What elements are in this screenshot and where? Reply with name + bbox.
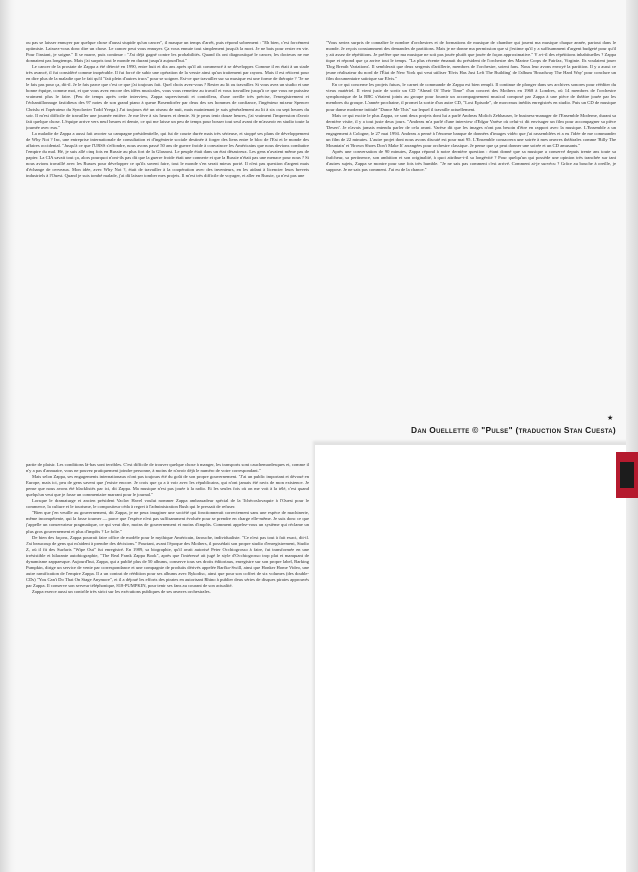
article-paragraph: Zappa exerce aussi un contrôle très strict sur les exécutions publiques de ses œuvres orchestrales. [32,588,211,594]
article-column-left-top [26,40,309,412]
article-paragraph: "Vous seriez surpris de connaître le nombre d'orchestres et de formations de musique de chambre qui jouent ma musique chaque année, partout dans le monde. Je reçois constamment des demandes de partitions. Mais je ne donne ma permission que si j'estime qu'il y a suffisamment d'argent budgeté pour qu'il y ait assez de répétitions. Je préfère que ma musique ne soit pas jouée plutôt que jouée de façon approximative." Y a-t-il des répétitions inhabituelles ? Zappa tique et répond que ça arrive tout le temps. "La plus récente émanait du président de l'orchestre des Marine Corps de Fairfax, Virginie. Ils voulaient jouer 'Dog Breath Variations'. Il semblerait que deux sergents d'artillerie, membres de l'orchestre, soient fans. Nous leur avons envoyé la partition. Il y a aussi ce jeune réalisateur du nord de l'État de New York qui veut utiliser 'Elvis Has Just Left The Building' de l'album 'Broadway The Hard Way' pour conclure un film documentaire satirique sur Elvis." [326,40,616,82]
page-spine [0,0,16,872]
article-paragraph: ou pas se laisser ennuyer par quelque chose d'aussi stupide qu'un cancer", il masque un temps d'arrêt, puis répond sobrement : "Eh bien, c'est forcément optimiste. Laissez-vous donc dire un chose. Le cancer peut vous ennuyer. Ça vous ennuie tout simplement jusqu'à la mort. Je ne bats pour rester en vie. Pour l'instant, je soigne." Il se marre, puis continue : "J'ai déjà gagné contre les probabilités. Quand ils ont diagnostiqué le cancer, les docteurs ne me donnaient pas longtemps. Mais j'ai surpris tout le monde en durant jusqu'à aujourd'hui." [26,40,309,64]
article-paragraph: Lorsque le dramaturge et ancien président Vaclav Havel voulut nommer Zappa ambassadeur spécial de la Tchécoslovaquie à l'Ouest pour le commerce, la culture et le tourisme, le compositeur céda à regret à l'administration Bush qui le pressait de refuser. [26,498,309,510]
author-signature: Dan Ouellette © "Pulse" (traduction Stan Cuesta) [411,425,616,435]
torn-blank-area [315,445,638,872]
article-column-right-top [326,40,616,418]
next-page-corner [616,452,638,498]
article-paragraph: En ce qui concerne les projets futurs, le carnet de commande de Zappa est bien rempli. Il continue de plonger dans ses archives sonores pour rééditer du vieux matériel. Il vient juste de sortir un CD "Ahead Of Their Time" d'un concert des Mothers en 1968 à Londres, où 14 membres de l'orchestre symphonique de la BBC s'étaient joints au groupe pour fournir un accompagnement musical composé par Zappa à une pièce de théâtre jouée par les membres du groupe. L'année prochaine, il promet la sortie d'un autre CD, "Lost Episode", de morceaux inédits enregistrés en studio. Puis un CD de musique pour danse moderne intitulé "Dance Me This" sur lequel il travaille actuellement. [326,82,616,112]
article-paragraph: Le cancer de la prostate de Zappa a été détecté en 1990, entre huit et dix ans après qu'il ait commencé à se développer. Comme il en était à un stade très avancé, il fut considéré comme inopérable. Il fut forcé de subir une opération de la vessie ainsi qu'un traitement par rayons. Mais il est réticent pour en dire plus de la maladie que le fait qu'il "fait plein d'autres trucs" pour se soigner. Est-ce que travailler sur sa musique est une forme de thérapie ? "Je ne le fais pas pour ça, dit-il. Je le fais parce que c'est ce que j'ai toujours fait. Quel choix avez-vous ? Rester au lit ou travailler. Si vous avez un studio et une bonne équipe, comme moi, et que vous avez encore des idées musicales, vous vous remettez au travail et vous travaillez jusqu'à ce que vous ne puissiez vraiment plus le faire. (Peu de temps après cette interview, Zappa superviserait et contrôlera, d'une oreille très précise, l'enregistrement et l'échantillonnage fastidieux des 97 notes de son grand piano à queue Bosendorfer par deux des ses hommes de confiance, l'ingénieur mixeur Spencer Chrislu et l'opérateur du Synclavier Todd Yvega.) J'ai toujours été un oiseau de nuit, mais maintenant je suis généralement au lit à six ou sept heures du soir. Il m'est difficile de travailler une journée entière. Je me lève à six heures et demie. Si je peux tenir douze heures, j'ai vraiment l'impression d'avoir fait quelque chose. L'équipe arrive vers neuf heures et demie, ce qui me laisse un peu de temps pour bosser tout seul avant de m'asseoir en studio toute la journée avec eux." [26,64,309,130]
article-column-left-bottom [26,462,309,857]
page-edge-strip [626,0,638,872]
article-paragraph: "Bien que j'en veuille au gouvernement, dit Zappa, je ne peux imaginer une société qui fonctionnerait correctement sans une espèce de machinerie, même incompétente, qui la fasse tourner — parce que l'espèce n'est pas suffisamment évoluée pour se prendre en charge elle-même. Je suis donc ce que j'appelle un conservateur pragmatique, ce qui veut dire, moins de gouvernement et moins d'impôts. Comment appelez-vous un système qui réclame un plus gros gouvernement et plus d'impôts ? Le folie." [26,510,309,534]
article-paragraph: Après une conversation de 90 minutes, Zappa répond à notre dernière question : étant donné que sa musique a conservé depuis trente ans toute sa fraîcheur, sa pertinence, son ambition et son originalité, à quoi attribue-t-il sa longévité ? Pour quelqu'un qui possède une opinion très tranchée sur tant d'autres sujets, Zappa se montre pour une fois très humble. "Je ne sais pas comment c'est arrivé. Comment ai-je survécu ? Grâce au bouche à oreille, je suppose. Je ne sais pas comment. J'ai eu de la chance." [326,148,616,172]
article-paragraph: De bien des façons, Zappa pourrait faire office de modèle pour le mythique Américain, farouche, individualiste. "Ce n'est pas tout à fait exact, dit-il. J'ai beaucoup de gens qui m'aident à prendre des décisions." Pourtant, avant l'époque des Mothers, il possédait son propre studio d'enregistrement, Studio Z, où il fit des Surfaris "Wipe Out" fut enregistré. En 1989, sa biographie, qu'il avait autorisé Peter Occhiogrosso à faire, fut transformée en une irrésistible et hilarante autobiographie, "The Real Frank Zappa Book", après que l'intéressé ait jugé le style d'Occhiogrosso trop plat et manquant de dynamisme zappaesque. Aujourd'hui, Zappa, qui a publié plus de 50 albums, conserve tous ses droits éditoriaux, enregistre sur son propre label, Barking Pumpkin, dirige un service de vente par correspondance et une compagnie de produits dérivés appelée Barfko-Swill, ainsi que Honker Home Video, une autre ramification de l'empire Zappa. Il a un contrat de réédition pour ses albums avec Rykodisc, ainsi que pour son coffret de six volumes (des double-CDs) "You Can't Do That On Stage Anymore", et il a déjoué les efforts des pirates en autorisant Rhino à publier deux séries de disques pirates approuvés par Zappa. Il conserve son serveur téléphonique, 818-PUMPKIN, pour tenir ses fans au courant de son actualité. [26,534,309,588]
article-paragraph: La maladie de Zappa a aussi fait avorter sa campagne présidentielle, qui fut de courte durée mais très sérieuse, et stoppé ses plans de développement de Why Not ? Inc, une entreprise internationale de consultation et d'ingénierie sociale destinée à forger des liens entre le bloc de l'Est et le monde des affaires occidental. "Jusqu'à ce que l'URSS s'effondre, nous avons passé 50 ans de guerre froide à convaincre les Américains que nous devions combattre l'empire du mal. Hé, je suis allé cinq fois en Russie au plus fort de la Glasnost. Le peuple était dans un état désastreux. Les gens n'avaient même pas de papier. La CIA savait tout ça, alors pourquoi n'ont-ils pas dit que la guerre froide était une connerie et que la Russie n'était pas une menace pour nous ? Si nous avions travaillé avec les Russes pour développer ce qu'ils savent faire, tout le monde s'en serait mieux porté. Il n'est pas question d'argent mais d'échange de cerveaux. Mon idée, avec Why Not ?, était de travailler à la coopération avec des inventeurs, en les aidant à licencier leurs brevets industriels à l'Ouest. Quand je suis tombé malade, j'ai dû laisser tomber mes projets. Il m'est très difficile de voyager, et aller en Russie, ça n'est pas une [26,130,309,179]
end-star-icon: ★ [607,414,614,422]
article-paragraph: Mais ce qui excite le plus Zappa, ce sont deux projets dont lui a parlé Andreas Molich Zebhauser, le business-manager de l'Ensemble Moderne, durant sa dernière visite, il y a tout juste deux jours. "Andreas m'a parlé d'une interview d'Edgar Varèse où celui-ci dit envisager un film pour accompagner sa pièce 'Desert'. Je n'avais jamais entendu parler de cela avant. Varèse dit que les images n'ont pas besoin d'être en rapport avec la musique. L'Ensemble a un engagement à Cologne, le 27 mai 1994. Andreas a pensé à l'énorme banque de données d'images vidéo que j'ai rassemblées et a eu l'idée de me commander un film de 22 minutes. L'autre projet dont nous avons discuté est pour mai 95. L'Ensemble consacrera une soirée à mes œuvres théâtrales comme 'Billy The Mountain' et 'Brown Shoes Don't Make It' arrangées pour orchestre classique. Je pense que ça peut donner une soirée et un CD amusants." [326,112,616,148]
article-paragraph: Mais selon Zappa, ses engagements internationaux n'ont pas toujours été du goût de son propre gouvernement. "J'ai un public important et dévoué en Europe, mais ici, peu de gens savent que j'existe encore. Je crois que ça a à voir avec les républicains, qui n'ont jamais été ravis de mon existence. Je pense que nous avons été blacklistés par ici, dit Zappa. Ma musique n'est pas jouée à la radio. Et les seules fois où on me voit à la télé, c'est quand quelqu'un veut que je fasse un commentaire marrant pour le journal." [26,474,309,498]
article-paragraph: partie de plaisir. Les conditions là-bas sont terribles. C'est difficile de trouver quelque chose à manger, les transports sont cauchemardesques et, comme il n'y a pas d'annuaire, vous ne pouvez pratiquement joindre personne, à moins de n'avoir déjà le numéro de votre correspondant." [26,462,309,474]
